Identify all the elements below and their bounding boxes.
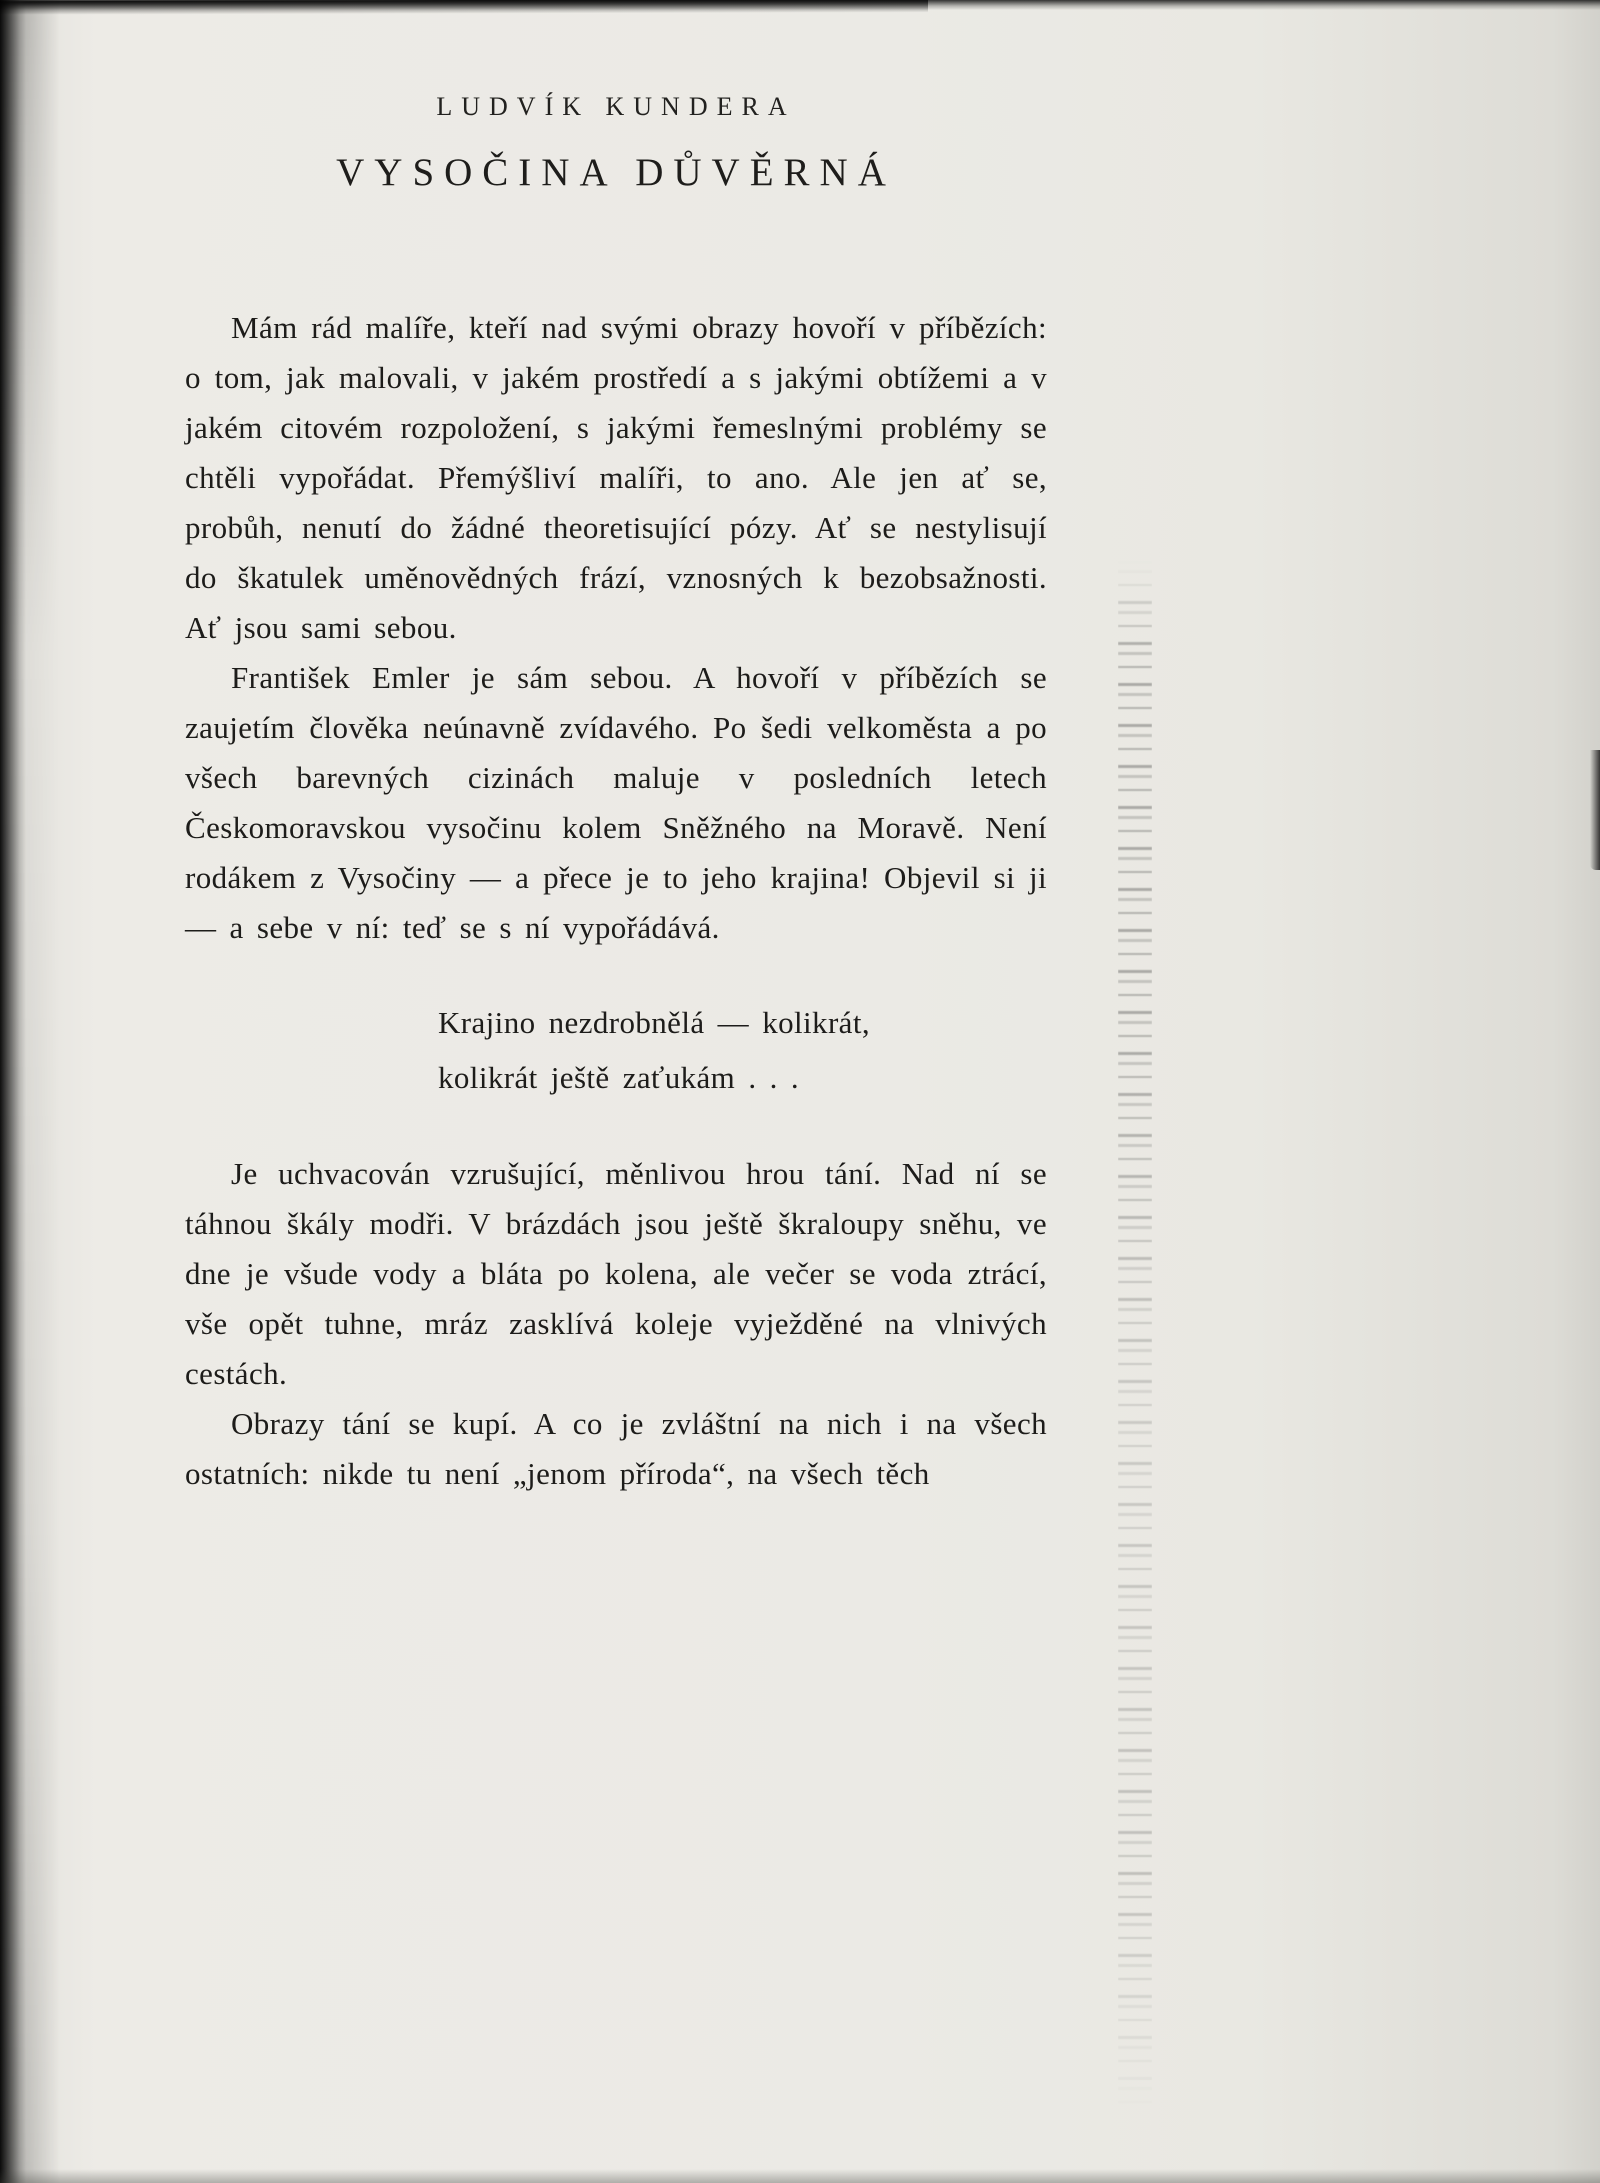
paragraph-2: František Emler je sám sebou. A hovoří v příbězích se zaujetím člověka neúnavně zvídavého. Po šedi velkoměsta a po všech barevných cizinách maluje v posledních letech Českomoravskou vysočinu kolem Sněžného na Moravě. Není rodákem z Vysočiny — a přece je to jeho krajina! Objevil si ji — a sebe v ní: teď se s ní vypořádává. <box>185 660 1047 945</box>
paragraph-3: Je uchvacován vzrušující, měnlivou hrou tání. Nad ní se táhnou škály modři. V brázdách jsou ještě škraloupy sněhu, ve dne je všude vody a bláta po kolena, ale večer se voda ztrácí, vše opět tuhne, mráz zasklívá koleje vyježděné na vlnivých cestách. <box>185 1156 1047 1391</box>
verse-block <box>438 995 1047 1105</box>
scan-top-edge-bar <box>0 0 928 17</box>
text-column <box>185 92 1047 1499</box>
paragraph-4: Obrazy tání se kupí. A co je zvláštní na nich i na všech ostatních: nikde tu není „jenom příroda“, na všech těch <box>185 1406 1047 1491</box>
scan-right-speckle-band <box>1118 560 1152 2120</box>
scan-bottom-shadow <box>0 2169 1600 2183</box>
verse-line-1: Krajino nezdrobnělá — kolikrát, <box>438 1005 870 1040</box>
scan-right-edge-mark <box>1590 750 1600 870</box>
scan-left-edge-fade <box>0 0 60 2183</box>
page-title: VYSOČINA DŮVĚRNÁ <box>336 151 896 194</box>
paragraph-1: Mám rád malíře, kteří nad svými obrazy hovoří v příbězích: o tom, jak malovali, v jakém prostředí a s jakými obtížemi a v jakém citovém rozpoložení, s jakými řemeslnými problémy se chtěli vypořádat. Přemýšliví malíři, to ano. Ale jen ať se, probůh, nenutí do žádné theoretisující pózy. Ať se nestylisují do škatulek uměnovědných frází, vznosných k bezobsažnosti. Ať jsou sami sebou. <box>185 310 1047 645</box>
author-line: LUDVÍK KUNDERA <box>436 92 796 121</box>
verse-line-2: kolikrát ještě zaťukám . . . <box>438 1060 800 1095</box>
